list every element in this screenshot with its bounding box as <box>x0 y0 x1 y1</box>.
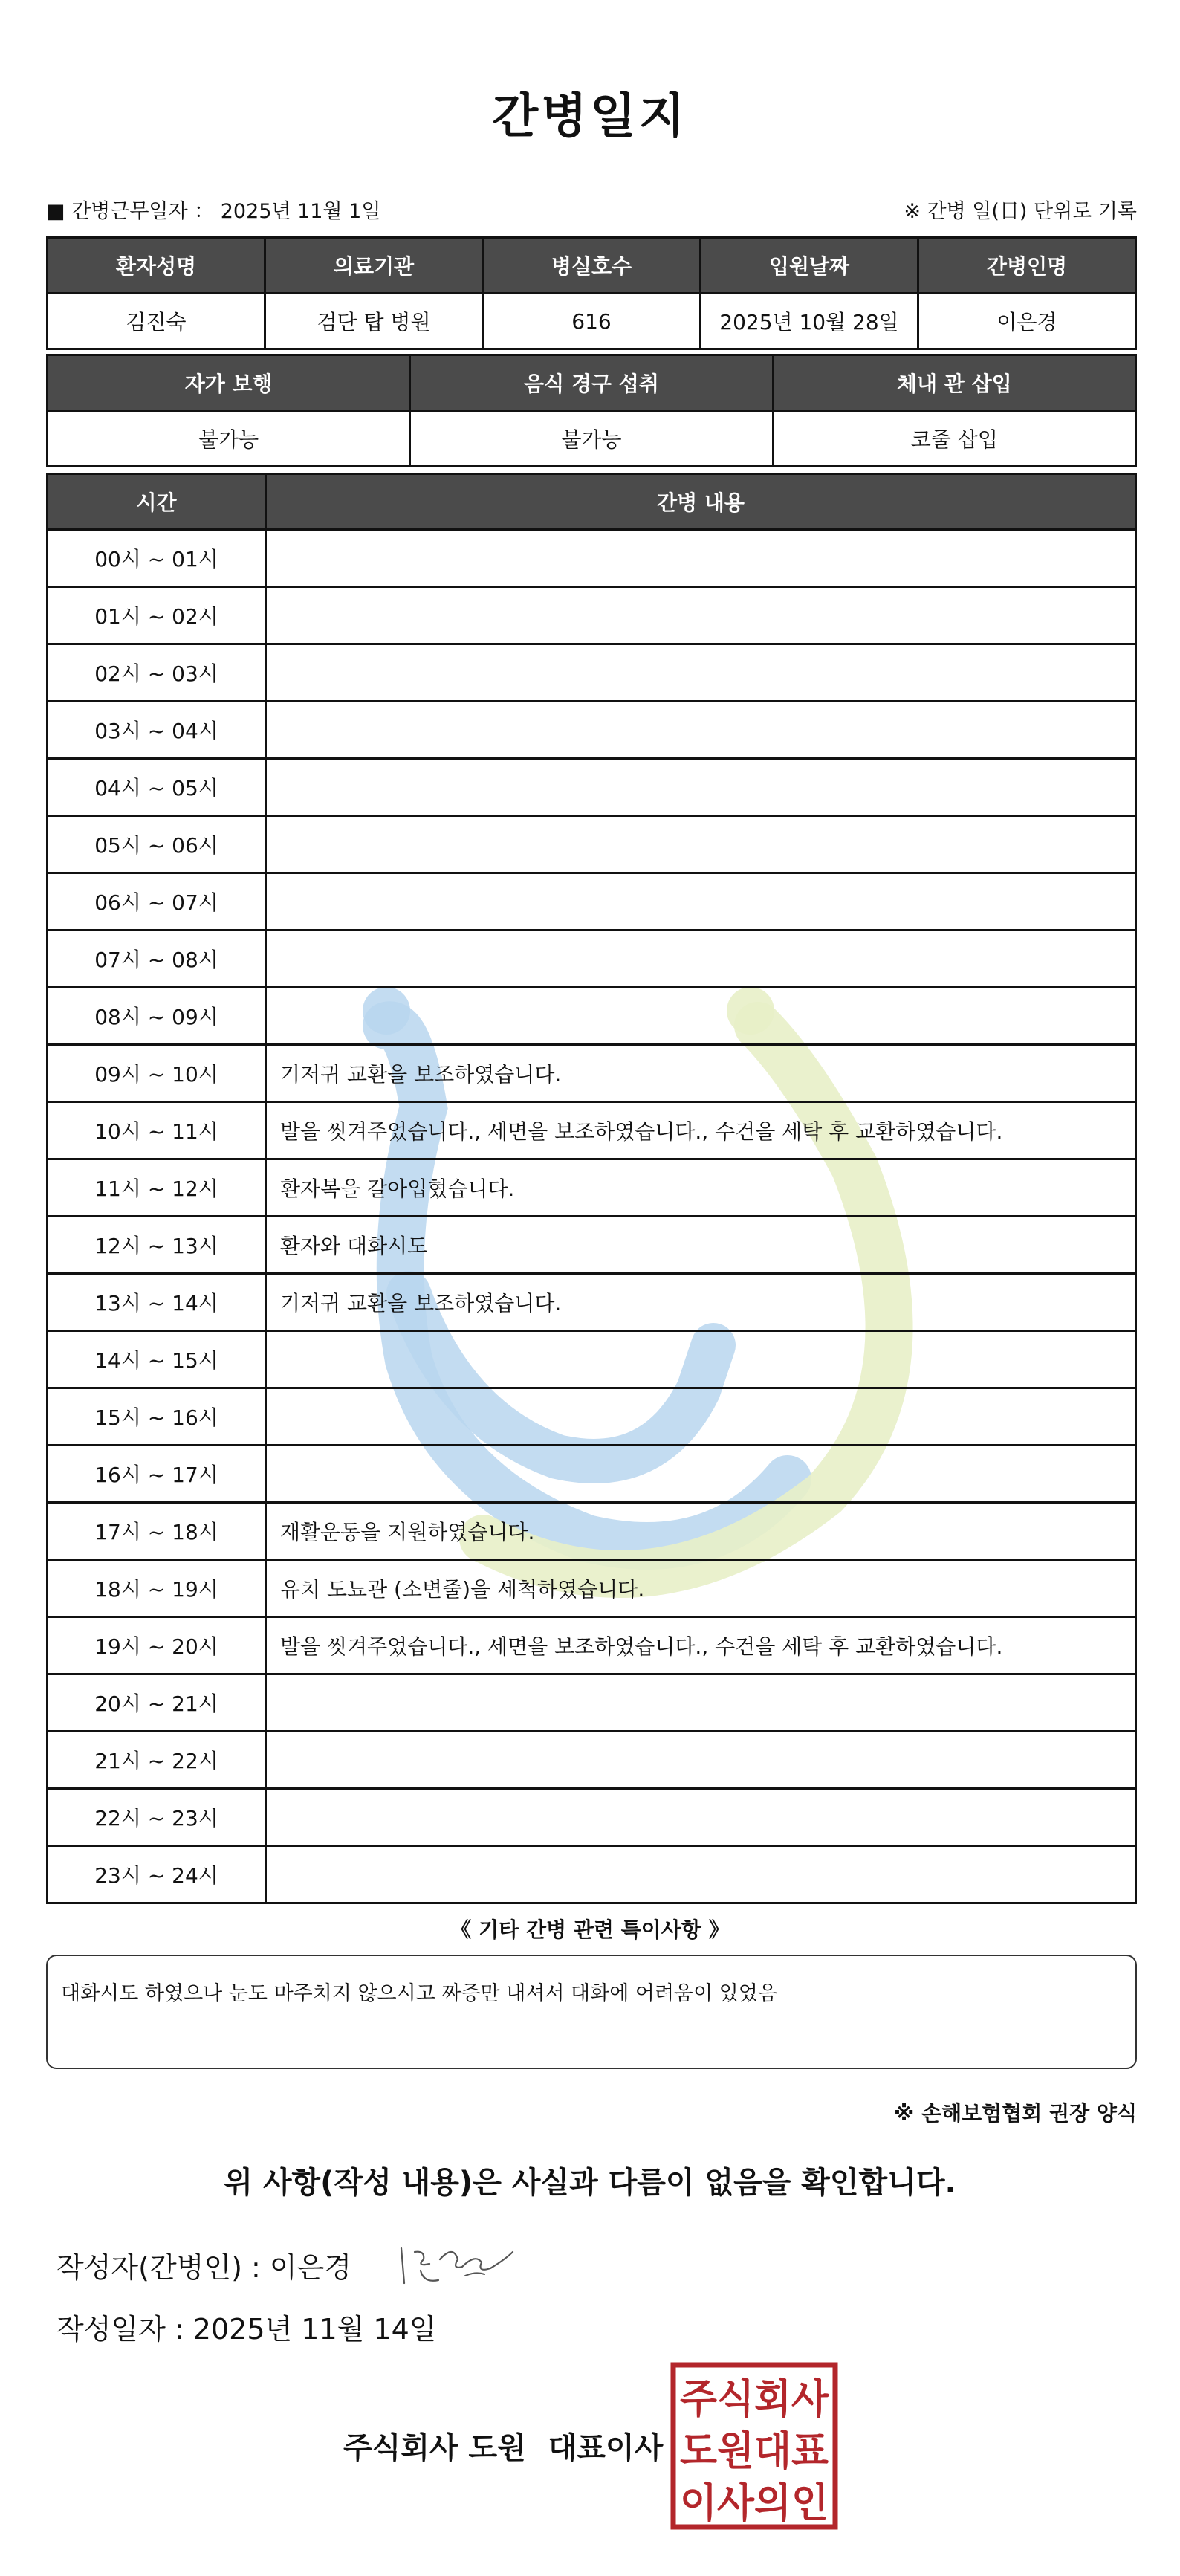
row-time: 13시 ~ 14시 <box>48 1274 266 1331</box>
row-time: 23시 ~ 24시 <box>48 1846 266 1903</box>
table-row <box>48 873 1136 931</box>
row-content: 재활운동을 지원하였습니다. <box>266 1503 1136 1560</box>
patient-status-table <box>46 354 1137 467</box>
remarks-text: 대화시도 하였으나 눈도 마주치지 않으시고 짜증만 내셔서 대화에 어려움이 있었음 <box>61 1982 778 2005</box>
table-row <box>48 988 1136 1045</box>
row-content <box>266 1388 1136 1446</box>
header-admission-date: 입원날짜 <box>701 238 918 294</box>
room-number: 616 <box>483 294 701 349</box>
row-content <box>266 873 1136 931</box>
row-content <box>266 988 1136 1045</box>
table-row <box>48 759 1136 816</box>
table-row <box>48 1159 1136 1217</box>
row-content: 환자와 대화시도 <box>266 1217 1136 1274</box>
table-row <box>48 1045 1136 1102</box>
patient-info-table <box>46 236 1137 350</box>
row-time: 06시 ~ 07시 <box>48 873 266 931</box>
document-title: 간병일지 <box>492 89 688 144</box>
row-time: 18시 ~ 19시 <box>48 1560 266 1617</box>
table-row <box>48 816 1136 873</box>
header-caregiver: 간병인명 <box>918 238 1136 294</box>
header-care-content: 간병 내용 <box>266 474 1136 530</box>
row-time: 02시 ~ 03시 <box>48 644 266 702</box>
row-time: 21시 ~ 22시 <box>48 1732 266 1789</box>
row-content <box>266 530 1136 587</box>
row-content <box>266 587 1136 644</box>
row-time: 11시 ~ 12시 <box>48 1159 266 1217</box>
seal-line-1: 주식회사 <box>680 2375 829 2422</box>
table-row <box>48 1388 1136 1446</box>
row-content <box>266 1789 1136 1846</box>
header-hospital: 의료기관 <box>265 238 483 294</box>
table-row <box>48 1274 1136 1331</box>
row-content <box>266 1732 1136 1789</box>
seal-line-3: 이사의인 <box>680 2479 829 2526</box>
row-content: 기저귀 교환을 보조하였습니다. <box>266 1045 1136 1102</box>
row-time: 10시 ~ 11시 <box>48 1102 266 1159</box>
row-time: 19시 ~ 20시 <box>48 1617 266 1674</box>
table-row <box>48 1674 1136 1732</box>
writer-line: 작성자(간병인) : 이은경 <box>56 2251 351 2284</box>
row-content <box>266 1674 1136 1732</box>
tube-status: 코줄 삽입 <box>773 411 1135 467</box>
table-row <box>48 1732 1136 1789</box>
patient-name: 김진숙 <box>48 294 265 349</box>
table-row <box>48 1789 1136 1846</box>
table-row <box>48 1846 1136 1903</box>
hospital-name: 검단 탑 병원 <box>265 294 483 349</box>
row-time: 01시 ~ 02시 <box>48 587 266 644</box>
row-time: 08시 ~ 09시 <box>48 988 266 1045</box>
header-patient-name: 환자성명 <box>48 238 265 294</box>
row-time: 14시 ~ 15시 <box>48 1331 266 1388</box>
row-time: 16시 ~ 17시 <box>48 1446 266 1503</box>
header-room: 병실호수 <box>483 238 701 294</box>
table-row <box>48 1560 1136 1617</box>
row-content: 발을 씻겨주었습니다., 세면을 보조하였습니다., 수건을 세탁 후 교환하였습니다. <box>266 1102 1136 1159</box>
row-content: 발을 씻겨주었습니다., 세면을 보조하였습니다., 수건을 세탁 후 교환하였습니다. <box>266 1617 1136 1674</box>
seal-line-2: 도원대표 <box>680 2427 829 2474</box>
row-content <box>266 644 1136 702</box>
caregiver-name: 이은경 <box>918 294 1136 349</box>
row-content: 환자복을 갈아입혔습니다. <box>266 1159 1136 1217</box>
recommend-note: ※ 손해보험협회 권장 양식 <box>894 2101 1137 2126</box>
confirmation-statement: 위 사항(작성 내용)은 사실과 다름이 없음을 확인합니다. <box>224 2166 956 2200</box>
row-time: 03시 ~ 04시 <box>48 702 266 759</box>
table-row <box>48 702 1136 759</box>
header-time: 시간 <box>48 474 266 530</box>
table-row <box>48 644 1136 702</box>
oral-intake-status: 불가능 <box>410 411 773 467</box>
work-date: ■ 간병근무일자 ： 2025년 11월 1일 <box>46 200 381 223</box>
header-walking: 자가 보행 <box>48 355 410 411</box>
row-time: 17시 ~ 18시 <box>48 1503 266 1560</box>
header-oral-intake: 음식 경구 섭취 <box>410 355 773 411</box>
row-time: 05시 ~ 06시 <box>48 816 266 873</box>
admission-date: 2025년 10월 28일 <box>701 294 918 349</box>
table-row <box>48 1217 1136 1274</box>
row-content <box>266 816 1136 873</box>
table-row <box>48 587 1136 644</box>
company-line <box>343 2424 663 2467</box>
remarks-title: 《 기타 간병 관련 특이사항 》 <box>450 1918 730 1942</box>
care-log-table <box>46 473 1137 1904</box>
ceo-title: 대표이사 <box>548 2431 664 2465</box>
walking-status: 불가능 <box>48 411 410 467</box>
table-row <box>48 1503 1136 1560</box>
table-row <box>48 1331 1136 1388</box>
remarks-box <box>46 1955 1137 2069</box>
row-time: 12시 ~ 13시 <box>48 1217 266 1274</box>
write-date-line: 작성일자 : 2025년 11월 14일 <box>56 2313 437 2346</box>
table-row <box>48 1617 1136 1674</box>
row-time: 07시 ~ 08시 <box>48 931 266 988</box>
row-time: 22시 ~ 23시 <box>48 1789 266 1846</box>
row-time: 00시 ~ 01시 <box>48 530 266 587</box>
header-tube: 체내 관 삽입 <box>773 355 1135 411</box>
row-time: 09시 ~ 10시 <box>48 1045 266 1102</box>
row-time: 20시 ~ 21시 <box>48 1674 266 1732</box>
table-row <box>48 530 1136 587</box>
row-content <box>266 1846 1136 1903</box>
row-time: 04시 ~ 05시 <box>48 759 266 816</box>
table-row <box>48 931 1136 988</box>
row-content <box>266 1331 1136 1388</box>
row-content <box>266 1446 1136 1503</box>
table-row <box>48 1102 1136 1159</box>
row-content <box>266 702 1136 759</box>
row-content <box>266 931 1136 988</box>
company-name: 주식회사 도원 <box>343 2431 526 2465</box>
row-content: 기저귀 교환을 보조하였습니다. <box>266 1274 1136 1331</box>
company-seal-icon <box>670 2362 838 2530</box>
table-row <box>48 1446 1136 1503</box>
row-content <box>266 759 1136 816</box>
row-content: 유치 도뇨관 (소변줄)을 세척하였습니다. <box>266 1560 1136 1617</box>
unit-note: ※ 간병 일(日) 단위로 기록 <box>904 200 1137 223</box>
handwritten-signature <box>394 2237 528 2297</box>
row-time: 15시 ~ 16시 <box>48 1388 266 1446</box>
